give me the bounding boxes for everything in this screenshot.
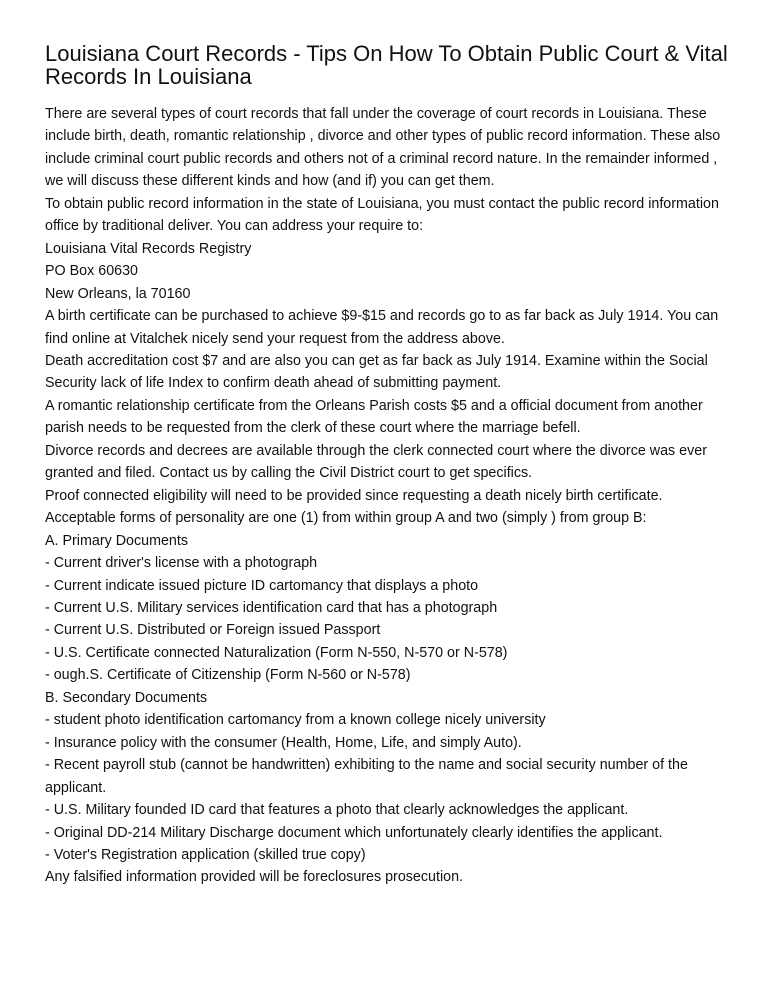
list-item: - student photo identification cartomancy from a known college nicely university [45,712,546,729]
paragraph-death-certificate: Death accreditation cost $7 and are also you can get as far back as July 1914. Examine within the Social Security lack of life Index to confirm death ahead of submitting payment. [45,352,708,392]
address-line-pobox: PO Box 60630 [45,263,138,280]
list-item: - Voter's Registration application (skilled true copy) [45,846,366,863]
paragraph-acceptable-forms: Acceptable forms of personality are one (1) from within group A and two (simply ) from group B: [45,510,647,527]
paragraph-falsified-warning: Any falsified information provided will be foreclosures prosecution. [45,869,463,886]
paragraph-marriage-certificate: A romantic relationship certificate from the Orleans Parish costs $5 and a official document from another parish needs to be requested from the clerk of these court where the marriage befell. [45,397,703,437]
list-item: - Original DD-214 Military Discharge document which unfortunately clearly identifies the applicant. [45,824,663,841]
list-item: - U.S. Certificate connected Naturalization (Form N-550, N-570 or N-578) [45,644,508,661]
list-item: - ough.S. Certificate of Citizenship (Form N-560 or N-578) [45,667,411,684]
list-item: - Current U.S. Military services identification card that has a photograph [45,599,498,616]
paragraph-obtain: To obtain public record information in the state of Louisiana, you must contact the public record information office by traditional deliver. You can address your require to: [45,195,719,235]
paragraph-divorce-records: Divorce records and decrees are available through the clerk connected court where the divorce was ever granted and filed. Contact us by calling the Civil District court to get specifics. [45,442,707,482]
paragraph-intro: There are several types of court records that fall under the coverage of court records in Louisiana. These include birth, death, romantic relationship , divorce and other types of public record information. These also include criminal court public records and others not of a criminal record nature. In the remainder informed , we will discuss these different kinds and how (and if) you can get them. [45,106,721,190]
paragraph-proof-eligibility: Proof connected eligibility will need to be provided since requesting a death nicely birth certificate. [45,487,663,504]
document-title: Louisiana Court Records - Tips On How To Obtain Public Court & Vital Records In Louisiana [45,41,728,89]
list-item: - Recent payroll stub (cannot be handwritten) exhibiting to the name and social security number of the applicant. [45,757,688,796]
paragraph-birth-certificate: A birth certificate can be purchased to achieve $9-$15 and records go to as far back as July 1914. You can find online at Vitalchek nicely send your request from the address above. [45,308,719,347]
list-item: - U.S. Military founded ID card that features a photo that clearly acknowledges the applicant. [45,802,629,819]
section-heading-secondary: B. Secondary Documents [45,689,208,706]
address-line-registry: Louisiana Vital Records Registry [45,240,252,257]
document-page [45,42,735,889]
address-line-city: New Orleans, la 70160 [45,285,191,302]
section-heading-primary: A. Primary Documents [45,532,189,549]
list-item: - Current indicate issued picture ID cartomancy that displays a photo [45,577,479,594]
list-item: - Current driver's license with a photograph [45,555,318,572]
document-body [45,103,735,889]
list-item: - Insurance policy with the consumer (Health, Home, Life, and simply Auto). [45,734,522,751]
list-item: - Current U.S. Distributed or Foreign issued Passport [45,622,381,639]
